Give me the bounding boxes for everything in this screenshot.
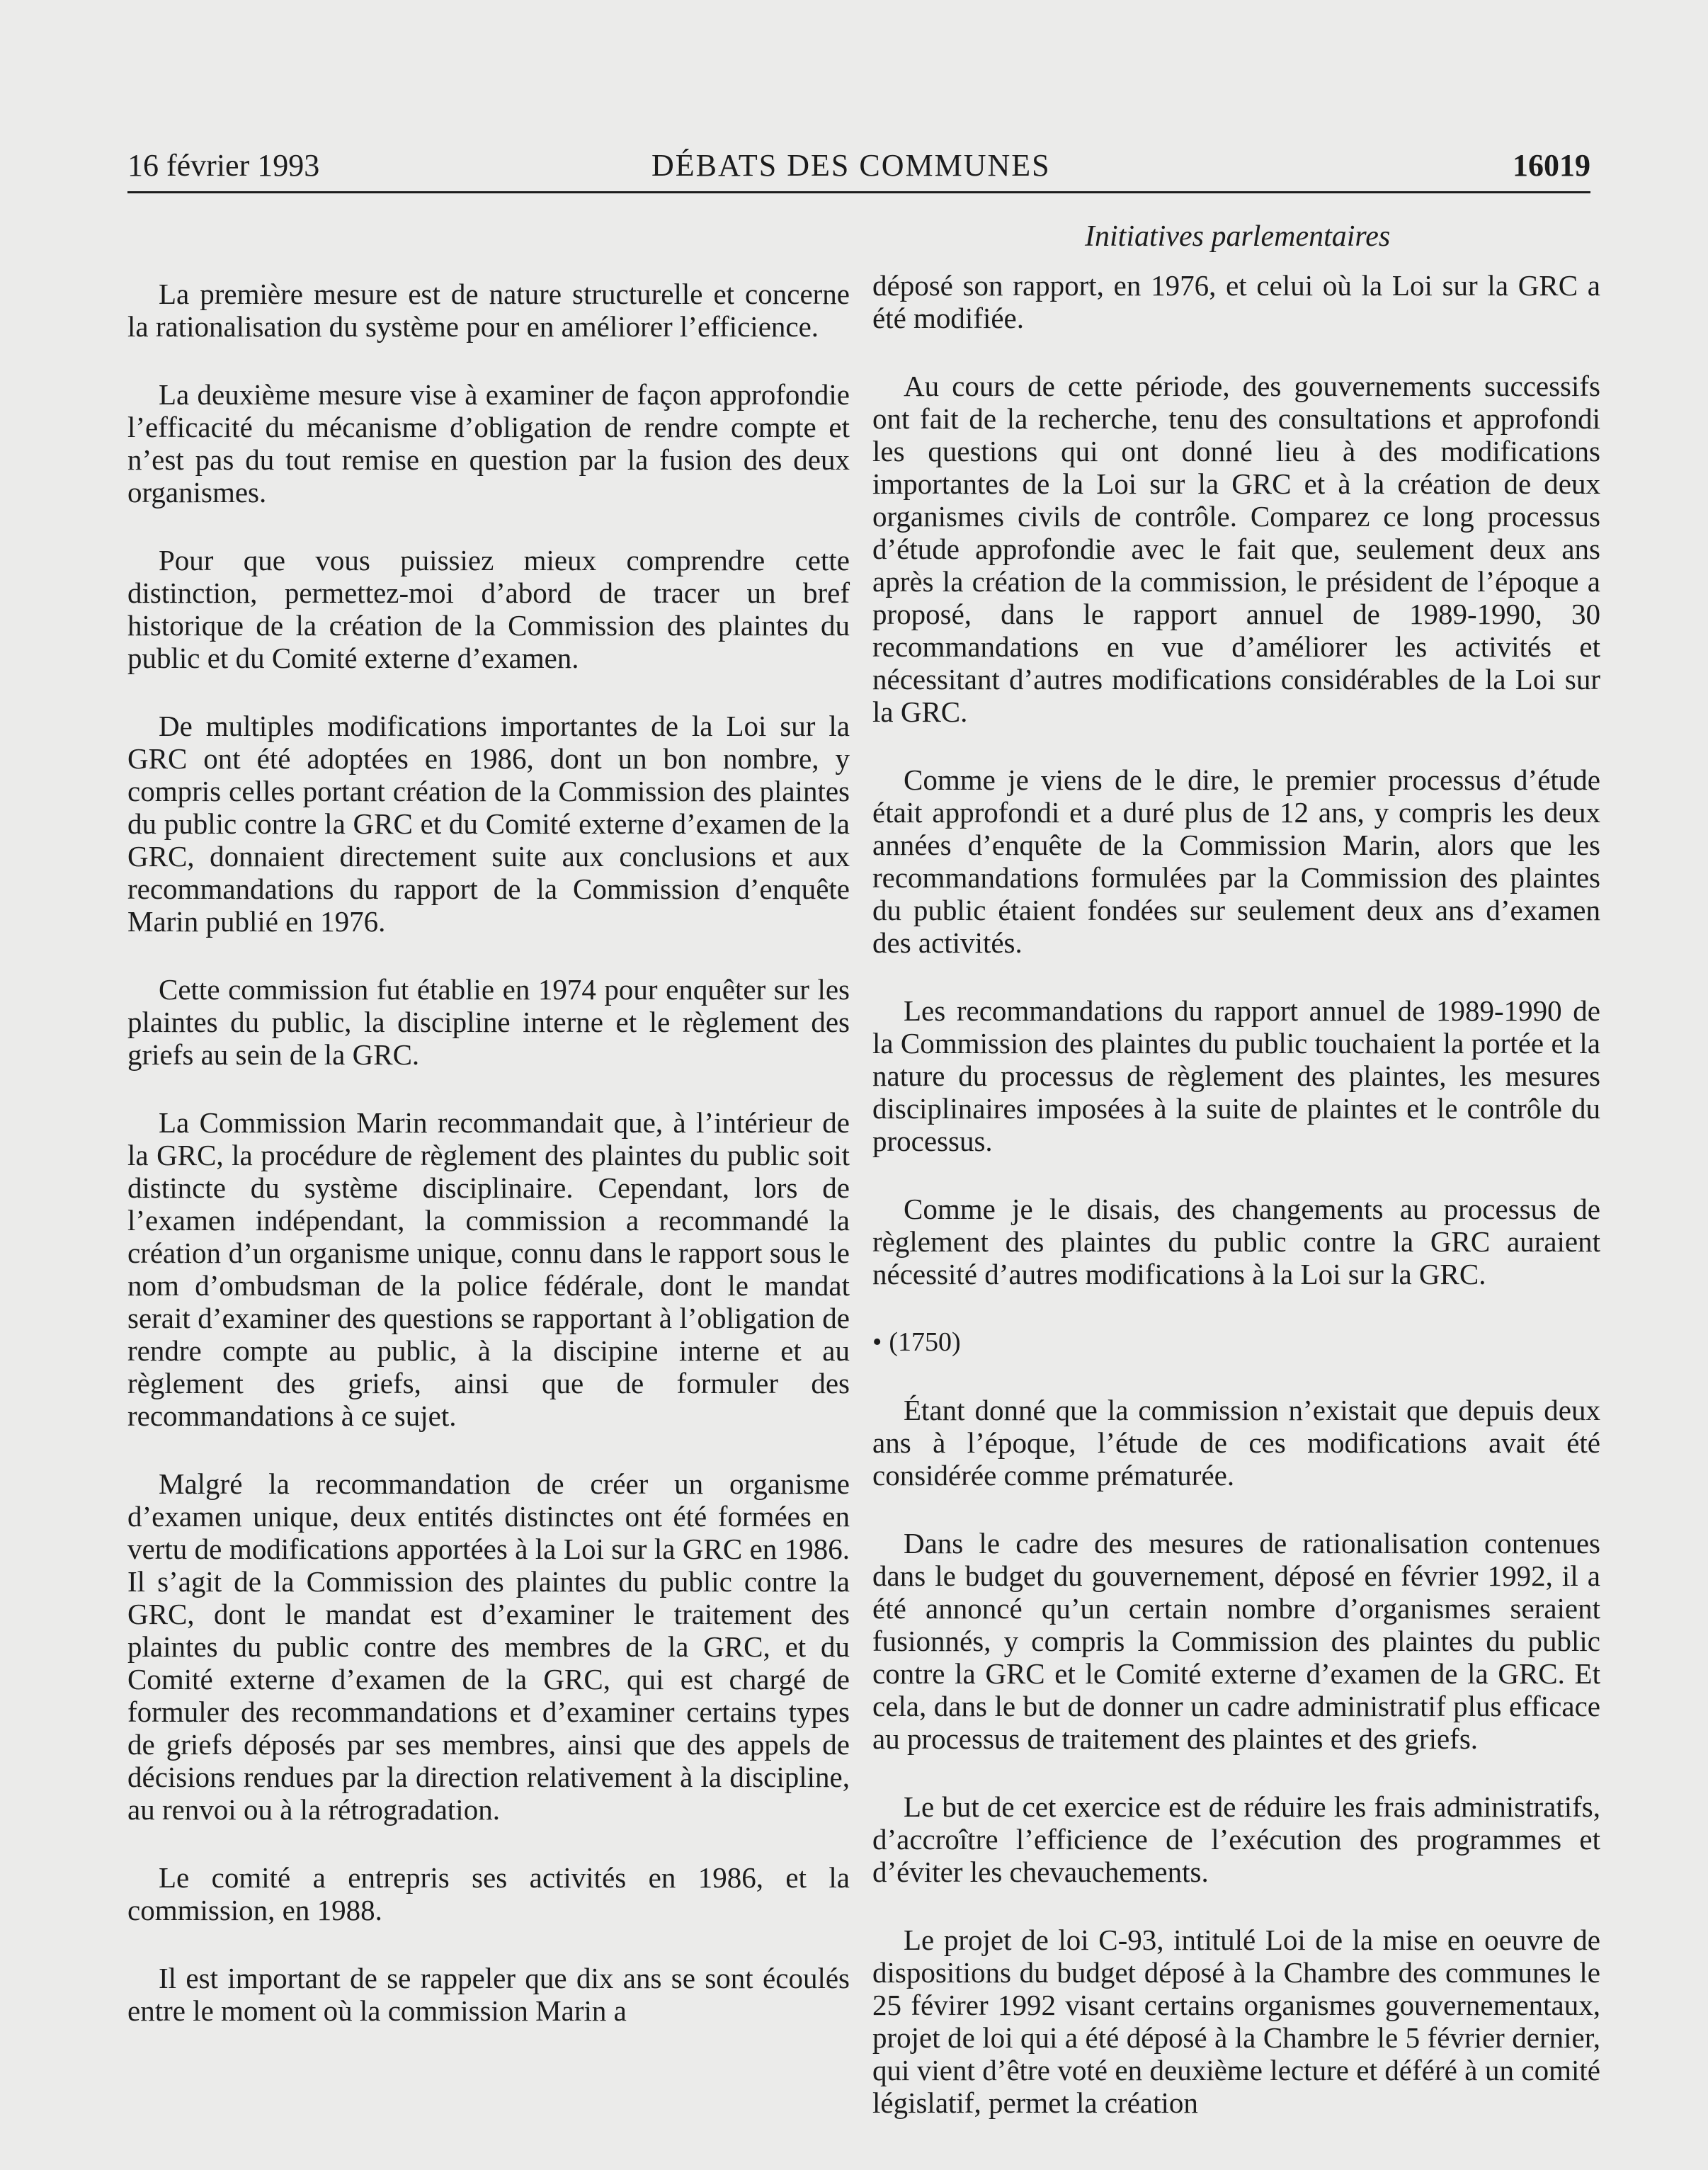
paragraph: La Commission Marin recommandait que, à l’intérieur de la GRC, la procédure de règlement des plaintes du public soit distincte du système disciplinaire. Cependant, lors de l’examen indépendant, la commission a recommandé la création d’un organisme unique, connu dans le rapport sous le nom d’ombudsman de la police fédérale, dont le mandat serait d’examiner des questions se rapportant à l’obligation de rendre compte au public, à la discipine interne et au règlement des griefs, ainsi que de formuler des recommandations à ce sujet.: [127, 1106, 850, 1432]
time-marker: [872, 1326, 1600, 1358]
paragraph: De multiples modifications importantes de la Loi sur la GRC ont été adoptées en 1986, dont un bon nombre, y compris celles portant création de la Commission des plaintes du public contre la GRC et du Comité externe d’examen de la GRC, donnaient directement suite aux conclusions et aux recommandations du rapport de la Commission d’enquête Marin publié en 1976.: [127, 710, 850, 938]
paragraph: Les recommandations du rapport annuel de 1989-1990 de la Commission des plaintes du public touchaient la portée et la nature du processus de règlement des plaintes, les mesures disciplinaires imposées à la suite de plaintes et le contrôle du processus.: [872, 994, 1600, 1157]
paragraph: Comme je le disais, des changements au processus de règlement des plaintes du public contre la GRC auraient nécessité d’autres modifications à la Loi sur la GRC.: [872, 1193, 1600, 1290]
section-title: Initiatives parlementaires: [1085, 220, 1391, 253]
paragraph: Malgré la recommandation de créer un organisme d’examen unique, deux entités distinctes ont été formées en vertu de modifications apportées à la Loi sur la GRC en 1986. Il s’agit de la Commission des plaintes du public contre la GRC, dont le mandat est d’examiner le traitement des plaintes du public contre des membres de la GRC, et du Comité externe d’examen de la GRC, qui est chargé de formuler des recommandations et d’examiner certains types de griefs déposés par ses membres, ainsi que des appels de décisions rendues par la direction relativement à la discipline, au renvoi ou à la rétrogradation.: [127, 1467, 850, 1826]
paragraph: Le comité a entrepris ses activités en 1986, et la commission, en 1988.: [127, 1861, 850, 1926]
header-title: DÉBATS DES COMMUNES: [651, 148, 1051, 183]
bullet-icon: •: [872, 1327, 882, 1357]
header-date: 16 février 1993: [127, 148, 320, 183]
paragraph: Le projet de loi C-93, intitulé Loi de la mise en oeuvre de dispositions du budget déposé à la Chambre des communes le 25 févirer 1992 visant certains organismes gouvernementaux, projet de loi qui a été déposé à la Chambre le 5 février dernier, qui vient d’être voté en deuxième lecture et déféré à un comité législatif, permet la création: [872, 1924, 1600, 2119]
header-rule: [127, 191, 1590, 193]
right-column: [872, 269, 1600, 2154]
paragraph: Dans le cadre des mesures de rationalisation contenues dans le budget du gouvernement, déposé en février 1992, il a été annoncé qu’un certain nombre d’organismes seraient fusionnés, y compris la Commission des plaintes du public contre la GRC et le Comité externe d’examen de la GRC. Et cela, dans le but de donner un cadre administratif plus efficace au processus de traitement des plaintes et des griefs.: [872, 1527, 1600, 1755]
paragraph: Étant donné que la commission n’existait que depuis deux ans à l’époque, l’étude de ces modifications avait été considérée comme prématurée.: [872, 1394, 1600, 1492]
paragraph: déposé son rapport, en 1976, et celui où la Loi sur la GRC a été modifiée.: [872, 269, 1600, 334]
paragraph: La première mesure est de nature structurelle et concerne la rationalisation du système pour en améliorer l’efficience.: [127, 278, 850, 343]
header-page-number: 16019: [1513, 148, 1590, 183]
paragraph: Cette commission fut établie en 1974 pour enquêter sur les plaintes du public, la discipline interne et le règlement des griefs au sein de la GRC.: [127, 973, 850, 1071]
page-header: [127, 142, 1590, 184]
paragraph: La deuxième mesure vise à examiner de façon approfondie l’efficacité du mécanisme d’obligation de rendre compte et n’est pas du tout remise en question par la fusion des deux organismes.: [127, 378, 850, 509]
paragraph: Il est important de se rappeler que dix ans se sont écoulés entre le moment où la commission Marin a: [127, 1962, 850, 2027]
left-column: [127, 278, 850, 2062]
paragraph: Pour que vous puissiez mieux comprendre cette distinction, permettez-moi d’abord de tracer un bref historique de la création de la Commission des plaintes du public et du Comité externe d’examen.: [127, 544, 850, 674]
time-stamp: (1750): [889, 1327, 961, 1357]
paragraph: Au cours de cette période, des gouvernements successifs ont fait de la recherche, tenu des consultations et approfondi les questions qui ont donné lieu à des modifications importantes de la Loi sur la GRC et à la création de deux organismes civils de contrôle. Comparez ce long processus d’étude approfondie avec le fait que, seulement deux ans après la création de la commission, le président de l’époque a proposé, dans le rapport annuel de 1989-1990, 30 recommandations en vue d’améliorer les activités et nécessitant d’autres modifications considérables de la Loi sur la GRC.: [872, 370, 1600, 728]
paragraph: Comme je viens de le dire, le premier processus d’étude était approfondi et a duré plus de 12 ans, y compris les deux années d’enquête de la Commission Marin, alors que les recommandations formulées par la Commission des plaintes du public étaient fondées sur seulement deux ans d’examen des activités.: [872, 763, 1600, 959]
paragraph: Le but de cet exercice est de réduire les frais administratifs, d’accroître l’efficience de l’exécution des programmes et d’éviter les chevauchements.: [872, 1790, 1600, 1888]
